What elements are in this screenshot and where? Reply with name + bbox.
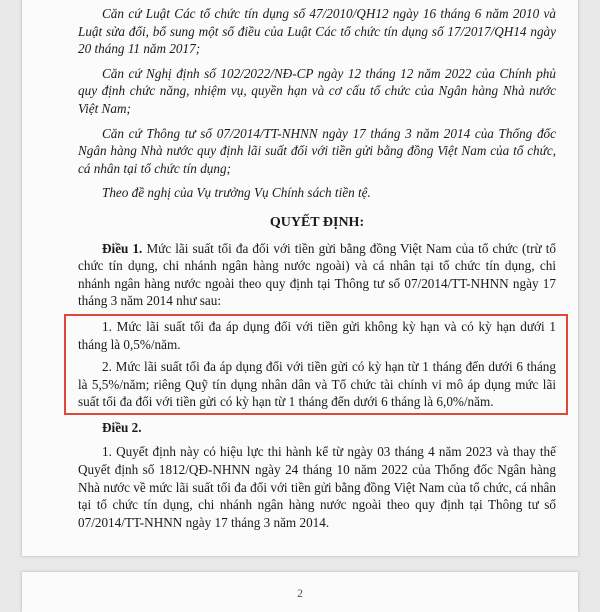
decision-title: QUYẾT ĐỊNH: xyxy=(269,214,365,230)
document-body xyxy=(78,5,556,531)
preamble-proposal: Theo đề nghị của Vụ trưởng Vụ Chính sách tiền tệ. xyxy=(102,185,371,201)
next-page xyxy=(22,572,578,612)
article-2-label: Điều 2. xyxy=(102,419,142,435)
article-1-label: Điều 1. xyxy=(102,240,143,256)
preamble-decree: Căn cứ Nghị định số 102/2022/NĐ-CP ngày 12 tháng 12 năm 2022 của Chính phủ quy định chức năng, nhiệm vụ, quyền hạn và cơ cấu tổ chức của Ngân hàng Nhà nước Việt Nam; xyxy=(78,65,556,116)
article-1-text: Mức lãi suất tối đa đối với tiền gửi bằng đồng Việt Nam của tổ chức (trừ tổ chức tín dụng, chi nhánh ngân hàng nước ngoài) và cá nhân tại tổ chức tín dụng, chi nhánh ngân hàng nước ngoài theo quy định tại Thông tư số 07/2014/TT-NHNN ngày 17 tháng 3 năm 2014 như sau: xyxy=(78,240,556,309)
article-1-intro xyxy=(78,240,556,310)
preamble-law-credit-institutions: Căn cứ Luật Các tổ chức tín dụng số 47/2010/QH12 ngày 16 tháng 6 năm 2010 và Luật sửa đổi, bổ sung một số điều của Luật Các tổ chức tín dụng số 17/2017/QH14 ngày 20 tháng 11 năm 2017; xyxy=(78,6,556,57)
article-1-item-2: 2. Mức lãi suất tối đa áp dụng đối với tiền gửi có kỳ hạn từ 1 tháng đến dưới 6 tháng là 5,5%/năm; riêng Quỹ tín dụng nhân dân và Tổ chức tài chính vi mô áp dụng mức lãi suất tối đa đối với tiền gửi có kỳ hạn từ 1 tháng đến dưới 6 tháng là 6,0%/năm. xyxy=(78,359,556,410)
highlight-box xyxy=(64,314,568,415)
page-number: 2 xyxy=(297,586,303,600)
preamble-circular: Căn cứ Thông tư số 07/2014/TT-NHNN ngày 17 tháng 3 năm 2014 của Thống đốc Ngân hàng Nhà nước quy định lãi suất đối với tiền gửi bằng đồng Việt Nam của tổ chức, cá nhân tại tổ chức tín dụng; xyxy=(78,125,556,176)
article-2-item-1: 1. Quyết định này có hiệu lực thi hành kể từ ngày 03 tháng 4 năm 2023 và thay thế Quyết định số 1812/QĐ-NHNN ngày 24 tháng 10 năm 2022 của Thống đốc Ngân hàng Nhà nước về mức lãi suất tối đa đối với tiền gửi bằng đồng Việt Nam của tổ chức, cá nhân tại tổ chức tín dụng, chi nhánh ngân hàng nước ngoài theo quy định tại Thông tư số 07/2014/TT-NHNN ngày 17 tháng 3 năm 2014. xyxy=(78,444,556,530)
document-page xyxy=(22,0,578,556)
article-1-item-1: 1. Mức lãi suất tối đa áp dụng đối với tiền gửi không kỳ hạn và có kỳ hạn dưới 1 tháng là 0,5%/năm. xyxy=(78,318,556,352)
